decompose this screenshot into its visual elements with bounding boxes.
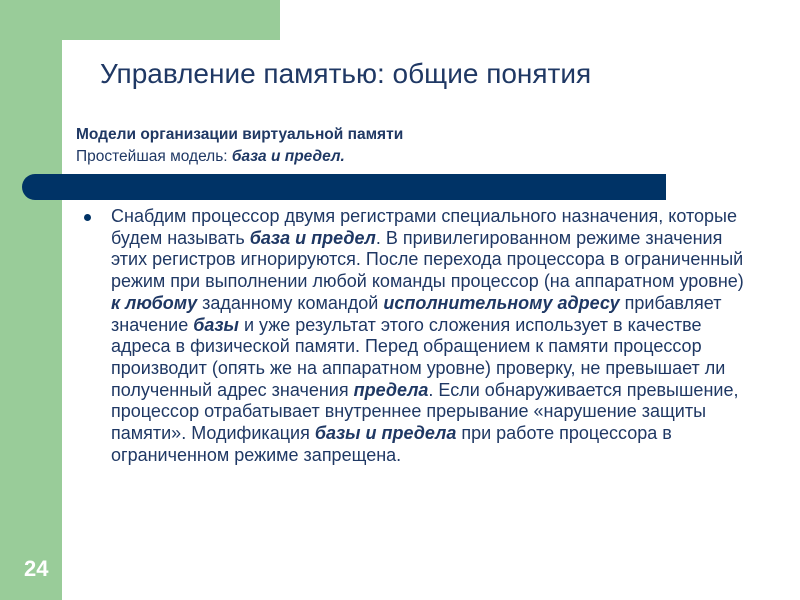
subtitle-simple-model-prefix: Простейшая модель: (76, 148, 232, 165)
page-number: 24 (24, 556, 49, 581)
text-segment: Снабдим процессор двумя регистрами специального назначения, которые будем называть (111, 206, 737, 248)
emphasis-limit: предела (353, 379, 429, 400)
subtitle-simple-model (76, 148, 345, 166)
subtitle-simple-model-emphasis: база и предел. (231, 148, 345, 165)
emphasis-base-and-limit: база и предел (249, 227, 376, 248)
emphasis-base-and-limit-2: базы и предела (314, 423, 457, 444)
text-segment: при работе процессора в ограниченном режиме запрещена. (111, 423, 672, 465)
slide-title: Управление памятью: общие понятия (100, 58, 592, 89)
bullet-paragraph (111, 206, 751, 466)
emphasis-effective-address: исполнительному адресу (383, 292, 620, 313)
section-divider-bar (22, 174, 666, 200)
bullet-dot-icon (84, 214, 91, 221)
text-segment: прибавляет значение (111, 292, 722, 335)
emphasis-base: базы (193, 314, 239, 335)
emphasis-any: к любому (111, 292, 198, 313)
text-segment: . Если обнаруживается превышение, процессор отрабатывает внутреннее прерывание «нарушение защиты памяти». Модификация (111, 379, 739, 444)
text-segment: заданному командой (197, 292, 384, 313)
text-segment: . В привилегированном режиме значения этих регистров игнорируются. После перехода процессора в ограниченный режим при выполнении любой команды процессор (на аппаратном уровне) (111, 227, 744, 292)
text-segment: и уже результат этого сложения использует в качестве адреса в физической памяти. Перед обращением к памяти процессор производит (опять же на аппаратном уровне) проверку, не превышает ли полученный адрес значения (111, 314, 726, 400)
subtitle-models: Модели организации виртуальной памяти (76, 126, 404, 143)
